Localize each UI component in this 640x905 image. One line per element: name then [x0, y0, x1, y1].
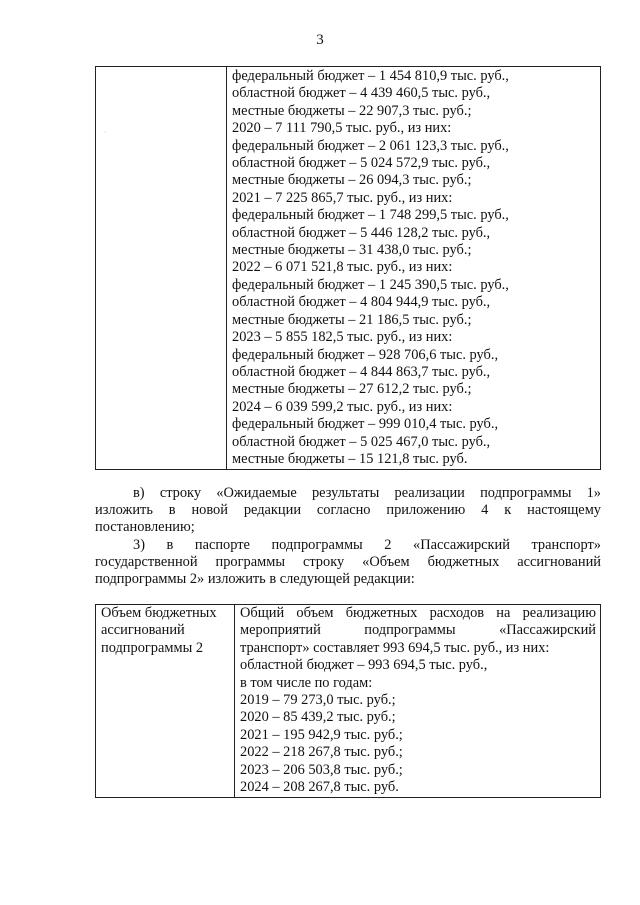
table1-line: 2020 – 7 111 790,5 тыс. руб., из них: [232, 120, 452, 137]
table2-row-heading: ассигнований [101, 622, 185, 639]
table2-line: 2020 – 85 439,2 тыс. руб.; [240, 709, 396, 726]
table1-line: местные бюджеты – 31 438,0 тыс. руб.; [232, 242, 472, 259]
table2-line: 2024 – 208 267,8 тыс. руб. [240, 779, 399, 796]
table1-line: федеральный бюджет – 999 010,4 тыс. руб., [232, 416, 499, 433]
table1-line: федеральный бюджет – 928 706,6 тыс. руб., [232, 346, 499, 363]
paragraph-v-line: в) строку «Ожидаемые результаты реализации подпрограммы 1» [133, 485, 601, 501]
table1-line: 2023 – 5 855 182,5 тыс. руб., из них: [232, 329, 453, 346]
table2-line: в том числе по годам: [240, 674, 373, 691]
table1-line: 2021 – 7 225 865,7 тыс. руб., из них: [232, 189, 453, 206]
table1-line: областной бюджет – 5 446 128,2 тыс. руб., [232, 224, 491, 241]
table2-right-cell [235, 605, 601, 798]
page-number: 3 [316, 32, 324, 48]
budget-table-continuation [95, 66, 601, 470]
table2-line: мероприятий подпрограммы «Пассажирский [240, 622, 596, 639]
table2-row-heading: подпрограммы 2 [101, 639, 204, 656]
table1-line: местные бюджеты – 21 186,5 тыс. руб.; [232, 311, 472, 328]
table1-line: областной бюджет – 5 024 572,9 тыс. руб., [232, 155, 491, 172]
table1-line: федеральный бюджет – 1 245 390,5 тыс. руб., [232, 276, 509, 293]
table1-line: 2022 – 6 071 521,8 тыс. руб., из них: [232, 259, 453, 276]
table1-line: областной бюджет – 5 025 467,0 тыс. руб., [232, 433, 491, 450]
table1-line: областной бюджет – 4 439 460,5 тыс. руб., [232, 85, 491, 102]
paragraph-3-line: государственной программы строку «Объем бюджетных ассигнований [95, 554, 601, 570]
table1-line: местные бюджеты – 22 907,3 тыс. руб.; [232, 102, 472, 119]
table1-line: федеральный бюджет – 1 454 810,9 тыс. руб., [232, 68, 509, 84]
paragraph-v-line: изложить в новой редакции согласно приложению 4 к настоящему [95, 502, 601, 518]
table1-line: местные бюджеты – 27 612,2 тыс. руб.; [232, 381, 472, 398]
table2-left-cell [96, 605, 235, 798]
paragraph-3-line: 3) в паспорте подпрограммы 2 «Пассажирский транспорт» [133, 537, 601, 553]
table1-line: местные бюджеты – 15 121,8 тыс. руб. [232, 450, 468, 467]
table2-line: 2019 – 79 273,0 тыс. руб.; [240, 692, 396, 709]
table2-line: 2023 – 206 503,8 тыс. руб.; [240, 761, 403, 778]
table1-line: федеральный бюджет – 2 061 123,3 тыс. руб., [232, 137, 509, 154]
paragraph-v [95, 485, 601, 536]
subprogram2-budget-table [95, 604, 601, 798]
paragraph-3 [95, 537, 601, 588]
table2-line: транспорт» составляет 993 694,5 тыс. руб., из них: [240, 639, 550, 656]
table1-left-cell [96, 67, 227, 470]
table1-line: федеральный бюджет – 1 748 299,5 тыс. руб., [232, 207, 509, 224]
table1-line: областной бюджет – 4 844 863,7 тыс. руб., [232, 363, 491, 380]
scan-artifact: · [104, 128, 107, 137]
table1-line: 2024 – 6 039 599,2 тыс. руб., из них: [232, 398, 453, 415]
table1-line: местные бюджеты – 26 094,3 тыс. руб.; [232, 172, 472, 189]
paragraph-v-line: постановлению; [95, 519, 195, 535]
table1-right-cell [227, 67, 601, 470]
table2-line: Общий объем бюджетных расходов на реализацию [240, 605, 596, 621]
table2-row-heading: Объем бюджетных [101, 605, 217, 621]
table2-line: областной бюджет – 993 694,5 тыс. руб., [240, 657, 488, 674]
table2-line: 2021 – 195 942,9 тыс. руб.; [240, 726, 403, 743]
paragraph-3-line: подпрограммы 2» изложить в следующей редакции: [95, 571, 415, 587]
table2-line: 2022 – 218 267,8 тыс. руб.; [240, 744, 403, 761]
table1-line: областной бюджет – 4 804 944,9 тыс. руб., [232, 294, 491, 311]
